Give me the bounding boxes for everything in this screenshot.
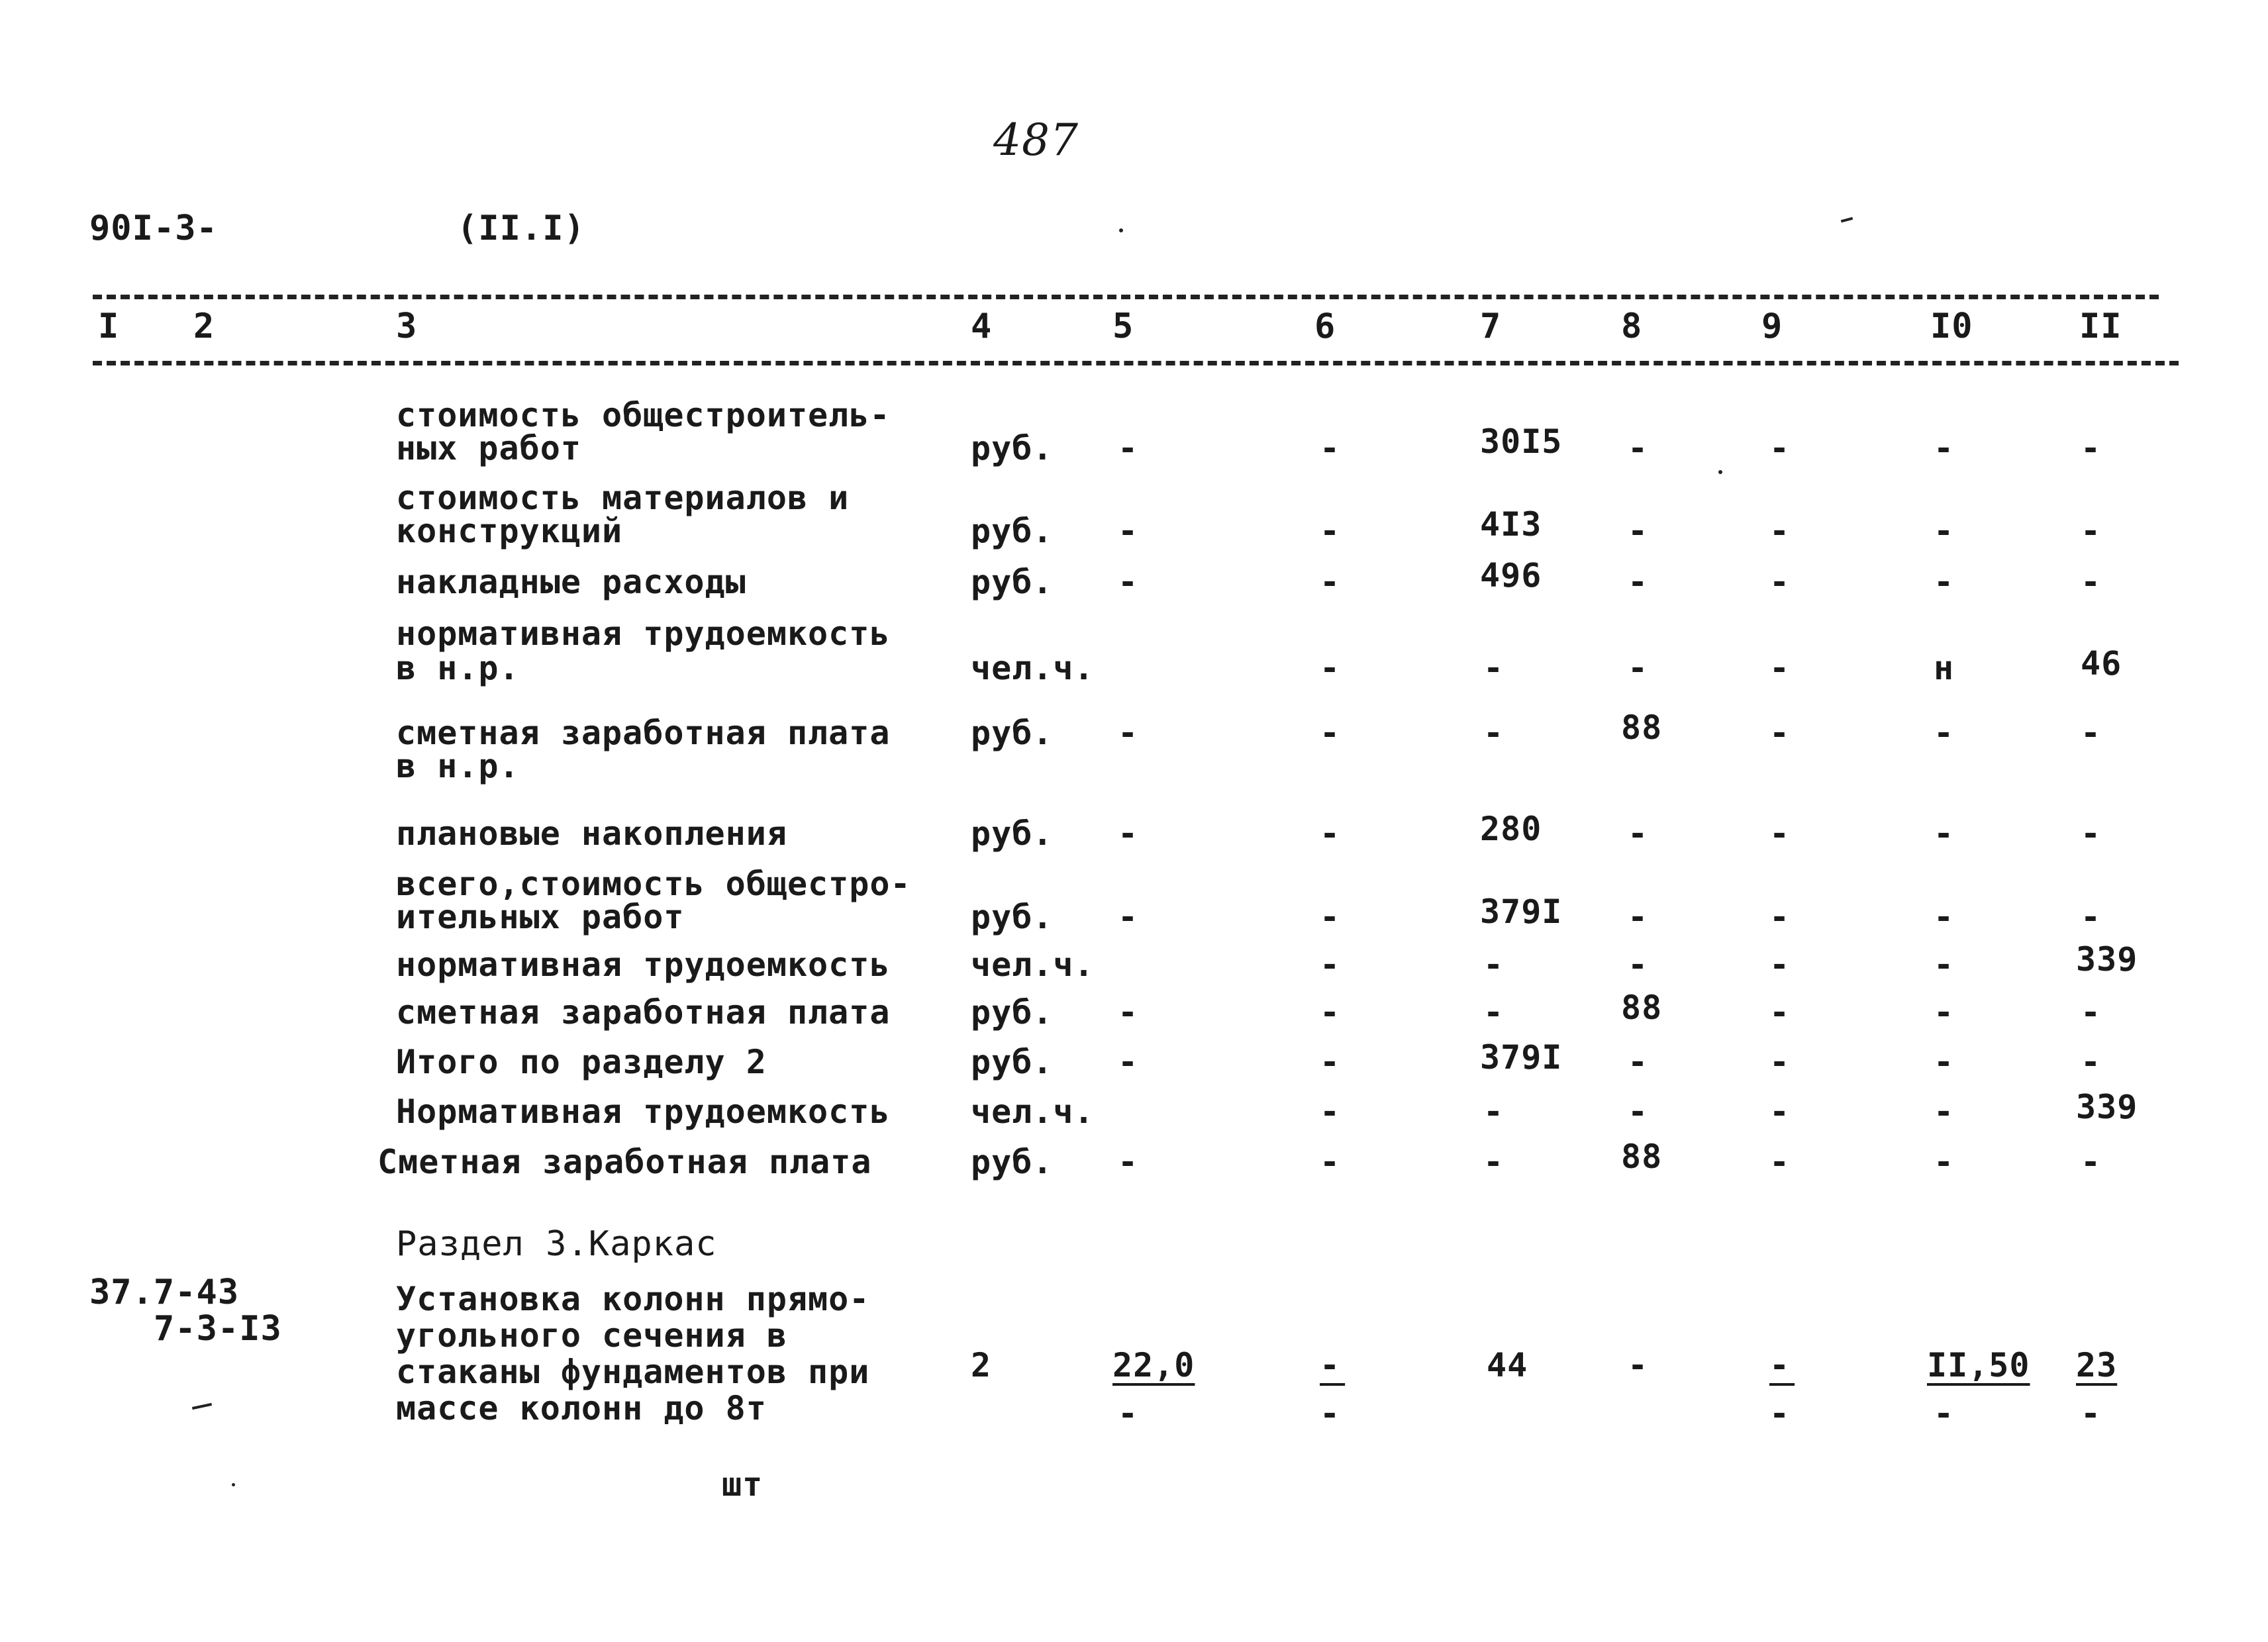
row-name-line: стоимость общестроитель- <box>396 396 891 434</box>
work-name-line: массе колонн до 8т <box>396 1389 767 1427</box>
row-col7: - <box>1483 1143 1504 1181</box>
row-col7: 379I <box>1480 893 1563 931</box>
row-col6: - <box>1320 1092 1341 1131</box>
row-name-line: нормативная трудоемкость <box>396 945 891 984</box>
scan-speck <box>1718 470 1722 474</box>
row-col8: - <box>1628 898 1649 936</box>
row-col9: - <box>1769 649 1791 687</box>
row-col8: - <box>1628 563 1649 601</box>
row-col9: - <box>1769 814 1791 853</box>
row-col9: - <box>1769 1092 1791 1131</box>
row-name-line: ительных работ <box>396 898 685 936</box>
work-col8: - <box>1628 1346 1649 1384</box>
row-unit: чел.ч. <box>971 649 1095 687</box>
work-col5: 22,0 <box>1112 1346 1195 1384</box>
row-col7: - <box>1483 649 1504 687</box>
row-col10: - <box>1934 512 1955 550</box>
row-col11: - <box>2081 429 2102 467</box>
row-name-line: стоимость материалов и <box>396 479 850 517</box>
work-col11-sub: - <box>2081 1394 2102 1433</box>
header-bottom-divider <box>93 361 2179 365</box>
row-col7: - <box>1483 993 1504 1032</box>
row-col5: - <box>1118 714 1139 752</box>
work-col9-sub: - <box>1769 1394 1791 1433</box>
row-col11: - <box>2081 1143 2102 1181</box>
row-col11: 339 <box>2076 940 2138 979</box>
work-name-line: угольного сечения в <box>396 1316 787 1355</box>
row-col5: - <box>1118 512 1139 550</box>
row-name-line: Нормативная трудоемкость <box>396 1092 891 1131</box>
row-col6: - <box>1320 429 1341 467</box>
row-col8: - <box>1628 1092 1649 1131</box>
row-col10: - <box>1934 714 1955 752</box>
row-col7: 4I3 <box>1480 505 1542 544</box>
row-name-line: накладные расходы <box>396 563 746 601</box>
scan-speck <box>1119 228 1123 232</box>
row-col9: - <box>1769 714 1791 752</box>
row-col6: - <box>1320 649 1341 687</box>
col-header-9: 9 <box>1761 307 1783 346</box>
row-name-line: ных работ <box>396 429 581 467</box>
row-col7: 496 <box>1480 556 1542 595</box>
row-unit: чел.ч. <box>971 1092 1095 1131</box>
row-name-line: сметная заработная плата <box>396 714 891 752</box>
row-col5: - <box>1118 563 1139 601</box>
row-col9: - <box>1769 898 1791 936</box>
header-top-divider <box>93 295 2159 299</box>
row-col8: 88 <box>1621 708 1663 747</box>
col-header-8: 8 <box>1621 307 1643 346</box>
row-col11: 339 <box>2076 1088 2138 1126</box>
row-col5: - <box>1118 898 1139 936</box>
row-col7: - <box>1483 945 1504 984</box>
document-code: 90I-3- <box>89 209 218 248</box>
norm-code: 37.7-43 <box>89 1273 240 1312</box>
footer-unit: шт <box>722 1465 764 1504</box>
work-col9: - <box>1769 1346 1795 1384</box>
row-unit: руб. <box>971 814 1054 853</box>
row-col7: 30I5 <box>1480 422 1563 461</box>
row-col5: - <box>1118 1043 1139 1081</box>
row-name-line: в н.р. <box>396 649 520 687</box>
row-col5: - <box>1118 429 1139 467</box>
row-col5: - <box>1118 993 1139 1032</box>
row-col6: - <box>1320 1043 1341 1081</box>
col-header-3: 3 <box>396 307 418 346</box>
row-col10: - <box>1934 898 1955 936</box>
col-header-7: 7 <box>1480 307 1502 346</box>
row-unit: руб. <box>971 563 1054 601</box>
row-col10: н <box>1934 649 1955 687</box>
row-unit: руб. <box>971 1043 1054 1081</box>
row-col9: - <box>1769 512 1791 550</box>
col-header-4: 4 <box>971 307 993 346</box>
col-header-11: II <box>2079 307 2122 346</box>
work-col6-sub: - <box>1320 1394 1341 1433</box>
row-col8: - <box>1628 945 1649 984</box>
work-col10: II,50 <box>1927 1346 2030 1384</box>
row-unit: руб. <box>971 898 1054 936</box>
work-name-line: Установка колонн прямо- <box>396 1280 870 1318</box>
scan-speck <box>1841 217 1853 223</box>
row-col5: - <box>1118 1143 1139 1181</box>
row-col8: - <box>1628 1043 1649 1081</box>
row-name-line: конструкций <box>396 512 623 550</box>
row-col10: - <box>1934 814 1955 853</box>
row-col11: - <box>2081 898 2102 936</box>
row-col10: - <box>1934 429 1955 467</box>
work-quantity: 2 <box>971 1346 992 1384</box>
row-col8: - <box>1628 649 1649 687</box>
row-col10: - <box>1934 1092 1955 1131</box>
row-col9: - <box>1769 993 1791 1032</box>
row-col5: - <box>1118 814 1139 853</box>
row-unit: руб. <box>971 512 1054 550</box>
row-col11: - <box>2081 993 2102 1032</box>
row-unit: руб. <box>971 993 1054 1032</box>
row-col9: - <box>1769 945 1791 984</box>
row-col10: - <box>1934 1043 1955 1081</box>
row-name-line: нормативная трудоемкость <box>396 614 891 653</box>
row-col11: - <box>2081 512 2102 550</box>
row-col8: - <box>1628 814 1649 853</box>
col-header-6: 6 <box>1314 307 1336 346</box>
row-col11: - <box>2081 814 2102 853</box>
row-unit: руб. <box>971 1143 1054 1181</box>
row-col10: - <box>1934 945 1955 984</box>
row-col7: - <box>1483 714 1504 752</box>
row-col7: 379I <box>1480 1038 1563 1077</box>
work-col10-sub: - <box>1934 1394 1955 1433</box>
row-name-line: Итого по разделу 2 <box>396 1043 767 1081</box>
row-col6: - <box>1320 898 1341 936</box>
row-col7: - <box>1483 1092 1504 1131</box>
section-title: Раздел 3.Каркас <box>396 1224 717 1264</box>
price-code: 7-3-I3 <box>154 1309 282 1349</box>
row-col6: - <box>1320 563 1341 601</box>
page-number: 487 <box>993 115 1079 166</box>
row-col9: - <box>1769 1143 1791 1181</box>
row-col9: - <box>1769 563 1791 601</box>
row-name-line: сметная заработная плата <box>396 993 891 1032</box>
table-reference: (II.I) <box>457 209 585 248</box>
row-col11: - <box>2081 563 2102 601</box>
row-col11: 46 <box>2081 644 2122 683</box>
row-col6: - <box>1320 814 1341 853</box>
row-col7: 280 <box>1480 810 1542 848</box>
row-col8: 88 <box>1621 1137 1663 1176</box>
work-col11: 23 <box>2076 1346 2118 1384</box>
row-col6: - <box>1320 714 1341 752</box>
row-col10: - <box>1934 1143 1955 1181</box>
col-header-2: 2 <box>193 307 215 346</box>
row-col6: - <box>1320 993 1341 1032</box>
col-header-5: 5 <box>1112 307 1134 346</box>
row-name-line: Сметная заработная плата <box>377 1143 872 1181</box>
work-name-line: стаканы фундаментов при <box>396 1353 870 1391</box>
row-unit: руб. <box>971 429 1054 467</box>
row-unit: руб. <box>971 714 1054 752</box>
row-col8: 88 <box>1621 989 1663 1027</box>
row-col11: - <box>2081 714 2102 752</box>
row-col8: - <box>1628 512 1649 550</box>
col-header-1: I <box>98 307 120 346</box>
row-col6: - <box>1320 945 1341 984</box>
row-col10: - <box>1934 563 1955 601</box>
row-unit: чел.ч. <box>971 945 1095 984</box>
row-col9: - <box>1769 429 1791 467</box>
row-name-line: в н.р. <box>396 747 520 785</box>
row-name-line: всего,стоимость общестро- <box>396 865 911 903</box>
work-col6: - <box>1320 1346 1346 1384</box>
scan-speck <box>232 1483 235 1486</box>
row-col6: - <box>1320 512 1341 550</box>
row-col10: - <box>1934 993 1955 1032</box>
work-col5-sub: - <box>1118 1394 1139 1433</box>
col-header-10: I0 <box>1930 307 1973 346</box>
row-col8: - <box>1628 429 1649 467</box>
row-col6: - <box>1320 1143 1341 1181</box>
row-col11: - <box>2081 1043 2102 1081</box>
row-col9: - <box>1769 1043 1791 1081</box>
row-name-line: плановые накопления <box>396 814 787 853</box>
pen-mark <box>192 1403 212 1410</box>
work-col7: 44 <box>1487 1346 1528 1384</box>
